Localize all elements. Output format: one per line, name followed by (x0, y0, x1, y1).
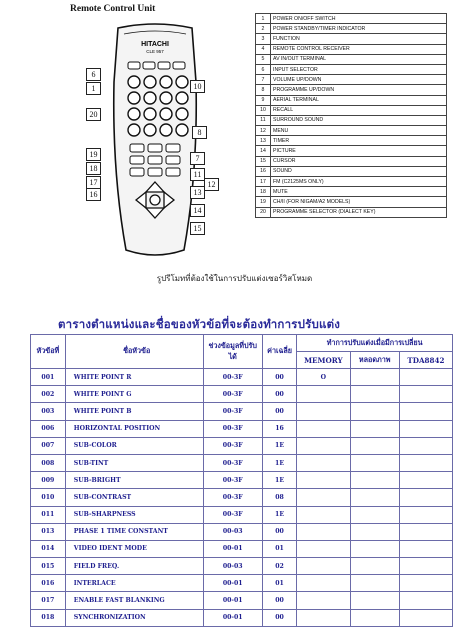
cell-crt (350, 454, 399, 471)
cell-memory (297, 437, 350, 454)
cell-name: SUB-CONTRAST (65, 489, 203, 506)
cell-average: 1E (262, 454, 296, 471)
cell-average: 00 (262, 592, 296, 609)
cell-no: 006 (31, 420, 66, 437)
legend-label: SURROUND SOUND (271, 115, 447, 125)
cell-ic (399, 369, 452, 386)
cell-name: INTERLACE (65, 575, 203, 592)
cell-crt (350, 575, 399, 592)
cell-memory (297, 420, 350, 437)
legend-label: PICTURE (271, 146, 447, 156)
cell-average: 1E (262, 437, 296, 454)
cell-crt (350, 420, 399, 437)
callout-15: 15 (190, 222, 205, 235)
callout-19: 19 (86, 148, 101, 161)
figure-caption: รูปรีโมทที่ต้องใช้ในการปรับแต่งเซอร์วิสโหมด (156, 274, 313, 283)
cell-no: 010 (31, 489, 66, 506)
cell-range: 00-3F (203, 454, 262, 471)
legend-number: 3 (256, 34, 271, 44)
table-row (31, 575, 453, 592)
legend-label: VOLUME UP/DOWN (271, 75, 447, 85)
legend-row (256, 115, 447, 125)
legend-label: RECALL (271, 105, 447, 115)
cell-name: SYNCHRONIZATION (65, 609, 203, 626)
cell-range: 00-3F (203, 472, 262, 489)
cell-crt (350, 386, 399, 403)
cell-crt (350, 558, 399, 575)
cell-range: 00-03 (203, 558, 262, 575)
legend-number: 19 (256, 197, 271, 207)
table-row (31, 454, 453, 471)
cell-name: SUB-TINT (65, 454, 203, 471)
cell-memory: O (297, 369, 350, 386)
legend-label: CH/II (FOR NIGAM/A2 MODELS) (271, 197, 447, 207)
cell-ic (399, 506, 452, 523)
cell-range: 00-01 (203, 540, 262, 557)
header-name: ชื่อหัวข้อ (65, 335, 203, 369)
cell-range: 00-01 (203, 575, 262, 592)
table-row (31, 369, 453, 386)
legend-label: PROGRAMME SELECTOR (DIALECT KEY) (271, 207, 447, 217)
legend-number: 16 (256, 166, 271, 176)
cell-range: 00-01 (203, 592, 262, 609)
legend-label: FUNCTION (271, 34, 447, 44)
legend-number: 12 (256, 126, 271, 136)
cell-crt (350, 489, 399, 506)
legend-label: SOUND (271, 166, 447, 176)
legend-number: 7 (256, 75, 271, 85)
cell-average: 02 (262, 558, 296, 575)
cell-name: PHASE 1 TIME CONSTANT (65, 523, 203, 540)
table-row (31, 609, 453, 626)
callout-11: 11 (190, 168, 205, 181)
callout-8: 8 (192, 126, 207, 139)
cell-range: 00-3F (203, 403, 262, 420)
cell-ic (399, 420, 452, 437)
legend-row (256, 187, 447, 197)
callout-1: 1 (86, 82, 101, 95)
callout-17: 17 (86, 176, 101, 189)
legend-label: FM (C2125MS ONLY) (271, 177, 447, 187)
cell-name: HORIZONTAL POSITION (65, 420, 203, 437)
cell-ic (399, 609, 452, 626)
legend-number: 8 (256, 85, 271, 95)
cell-range: 00-01 (203, 609, 262, 626)
cell-crt (350, 403, 399, 420)
legend-row (256, 95, 447, 105)
cell-memory (297, 609, 350, 626)
callout-6: 6 (86, 68, 101, 81)
table-row (31, 489, 453, 506)
legend-row (256, 105, 447, 115)
legend-number: 2 (256, 24, 271, 34)
cell-memory (297, 575, 350, 592)
legend-label: TIMER (271, 136, 447, 146)
cell-average: 00 (262, 369, 296, 386)
callout-7: 7 (190, 152, 205, 165)
cell-ic (399, 386, 452, 403)
header-crt: หลอดภาพ (350, 352, 399, 369)
cell-ic (399, 575, 452, 592)
table-row (31, 506, 453, 523)
cell-average: 00 (262, 386, 296, 403)
legend-number: 14 (256, 146, 271, 156)
cell-no: 009 (31, 472, 66, 489)
cell-no: 007 (31, 437, 66, 454)
table-row (31, 472, 453, 489)
callout-14: 14 (190, 204, 205, 217)
cell-average: 00 (262, 403, 296, 420)
legend-label: CURSOR (271, 156, 447, 166)
cell-crt (350, 369, 399, 386)
cell-crt (350, 437, 399, 454)
cell-average: 1E (262, 506, 296, 523)
legend-label: AV IN/OUT TERMINAL (271, 54, 447, 64)
cell-crt (350, 609, 399, 626)
cell-memory (297, 489, 350, 506)
cell-ic (399, 403, 452, 420)
cell-range: 00-3F (203, 489, 262, 506)
header-no: หัวข้อที่ (31, 335, 66, 369)
cell-memory (297, 523, 350, 540)
cell-range: 00-3F (203, 369, 262, 386)
cell-no: 003 (31, 403, 66, 420)
cell-average: 16 (262, 420, 296, 437)
cell-crt (350, 523, 399, 540)
cell-memory (297, 506, 350, 523)
cell-no: 011 (31, 506, 66, 523)
cell-name: FIELD FREQ. (65, 558, 203, 575)
cell-range: 00-3F (203, 437, 262, 454)
cell-memory (297, 592, 350, 609)
table-row (31, 540, 453, 557)
header-ic: TDA8842 (399, 352, 452, 369)
legend-number: 9 (256, 95, 271, 105)
legend-row (256, 24, 447, 34)
legend-number: 11 (256, 115, 271, 125)
remote-model: CLE 957 (146, 49, 164, 54)
cell-crt (350, 472, 399, 489)
legend-number: 5 (256, 54, 271, 64)
cell-name: SUB-SHARPNESS (65, 506, 203, 523)
legend-number: 4 (256, 44, 271, 54)
cell-memory (297, 472, 350, 489)
cell-ic (399, 592, 452, 609)
remote-control-icon (80, 22, 230, 262)
legend-row (256, 177, 447, 187)
cell-ic (399, 523, 452, 540)
cell-ic (399, 437, 452, 454)
cell-memory (297, 540, 350, 557)
legend-row (256, 156, 447, 166)
callout-12: 12 (204, 178, 219, 191)
cell-average: 01 (262, 540, 296, 557)
cell-no: 008 (31, 454, 66, 471)
cell-no: 002 (31, 386, 66, 403)
legend-number: 13 (256, 136, 271, 146)
legend-row (256, 75, 447, 85)
cell-ic (399, 472, 452, 489)
cell-memory (297, 403, 350, 420)
legend-row (256, 146, 447, 156)
cell-memory (297, 386, 350, 403)
table-row (31, 523, 453, 540)
cell-average: 1E (262, 472, 296, 489)
cell-average: 00 (262, 609, 296, 626)
legend-row (256, 166, 447, 176)
table-row (31, 420, 453, 437)
legend-number: 17 (256, 177, 271, 187)
cell-name: WHITE POINT R (65, 369, 203, 386)
cell-no: 015 (31, 558, 66, 575)
cell-name: SUB-COLOR (65, 437, 203, 454)
legend-row (256, 64, 447, 74)
legend-label: MUTE (271, 187, 447, 197)
cell-range: 00-3F (203, 386, 262, 403)
cell-ic (399, 540, 452, 557)
cell-range: 00-3F (203, 506, 262, 523)
legend-label: POWER ON/OFF SWITCH (271, 14, 447, 24)
header-memory: MEMORY (297, 352, 350, 369)
header-group: ทำการปรับแต่งเมื่อมีการเปลี่ยน (297, 335, 453, 352)
cell-name: SUB-BRIGHT (65, 472, 203, 489)
cell-no: 001 (31, 369, 66, 386)
legend-label: PROGRAMME UP/DOWN (271, 85, 447, 95)
legend-number: 6 (256, 64, 271, 74)
legend-label: AERIAL TERMINAL (271, 95, 447, 105)
legend-row (256, 54, 447, 64)
remote-legend-table (255, 13, 447, 218)
cell-ic (399, 558, 452, 575)
table-row (31, 592, 453, 609)
service-mode-table (30, 334, 453, 627)
cell-memory (297, 454, 350, 471)
header-range: ช่วงข้อมูลที่ปรับได้ (203, 335, 262, 369)
cell-name: WHITE POINT B (65, 403, 203, 420)
cell-name: ENABLE FAST BLANKING (65, 592, 203, 609)
table-title: ตารางตำแหน่งและชื่อของหัวข้อที่จะต้องทำการปรับแต่ง (58, 317, 341, 331)
cell-average: 00 (262, 523, 296, 540)
cell-name: VIDEO IDENT MODE (65, 540, 203, 557)
cell-no: 016 (31, 575, 66, 592)
cell-average: 08 (262, 489, 296, 506)
legend-number: 20 (256, 207, 271, 217)
legend-label: MENU (271, 126, 447, 136)
cell-crt (350, 506, 399, 523)
cell-no: 018 (31, 609, 66, 626)
callout-18: 18 (86, 162, 101, 175)
table-row (31, 437, 453, 454)
legend-row (256, 14, 447, 24)
cell-range: 00-3F (203, 420, 262, 437)
callout-13: 13 (190, 186, 205, 199)
legend-row (256, 44, 447, 54)
legend-number: 18 (256, 187, 271, 197)
legend-number: 15 (256, 156, 271, 166)
table-row (31, 403, 453, 420)
cell-crt (350, 592, 399, 609)
remote-control-illustration (80, 22, 230, 262)
cell-crt (350, 540, 399, 557)
cell-average: 01 (262, 575, 296, 592)
callout-10: 10 (190, 80, 205, 93)
table-row (31, 386, 453, 403)
cell-no: 013 (31, 523, 66, 540)
legend-label: INPUT SELECTOR (271, 64, 447, 74)
cell-memory (297, 558, 350, 575)
cell-name: WHITE POINT G (65, 386, 203, 403)
header-avg: ค่าเฉลี่ย (262, 335, 296, 369)
callout-16: 16 (86, 188, 101, 201)
figure-title: Remote Control Unit (70, 4, 156, 14)
callout-20: 20 (86, 108, 101, 121)
remote-brand: HITACHI (141, 41, 169, 48)
legend-row (256, 126, 447, 136)
cell-no: 017 (31, 592, 66, 609)
legend-row (256, 207, 447, 217)
table-row (31, 558, 453, 575)
legend-label: REMOTE CONTROL RECEIVER (271, 44, 447, 54)
cell-ic (399, 454, 452, 471)
legend-row (256, 85, 447, 95)
cell-no: 014 (31, 540, 66, 557)
legend-number: 10 (256, 105, 271, 115)
legend-label: POWER STANDBY/TIMER INDICATOR (271, 24, 447, 34)
cell-ic (399, 489, 452, 506)
legend-row (256, 34, 447, 44)
legend-number: 1 (256, 14, 271, 24)
legend-row (256, 197, 447, 207)
legend-row (256, 136, 447, 146)
cell-range: 00-03 (203, 523, 262, 540)
